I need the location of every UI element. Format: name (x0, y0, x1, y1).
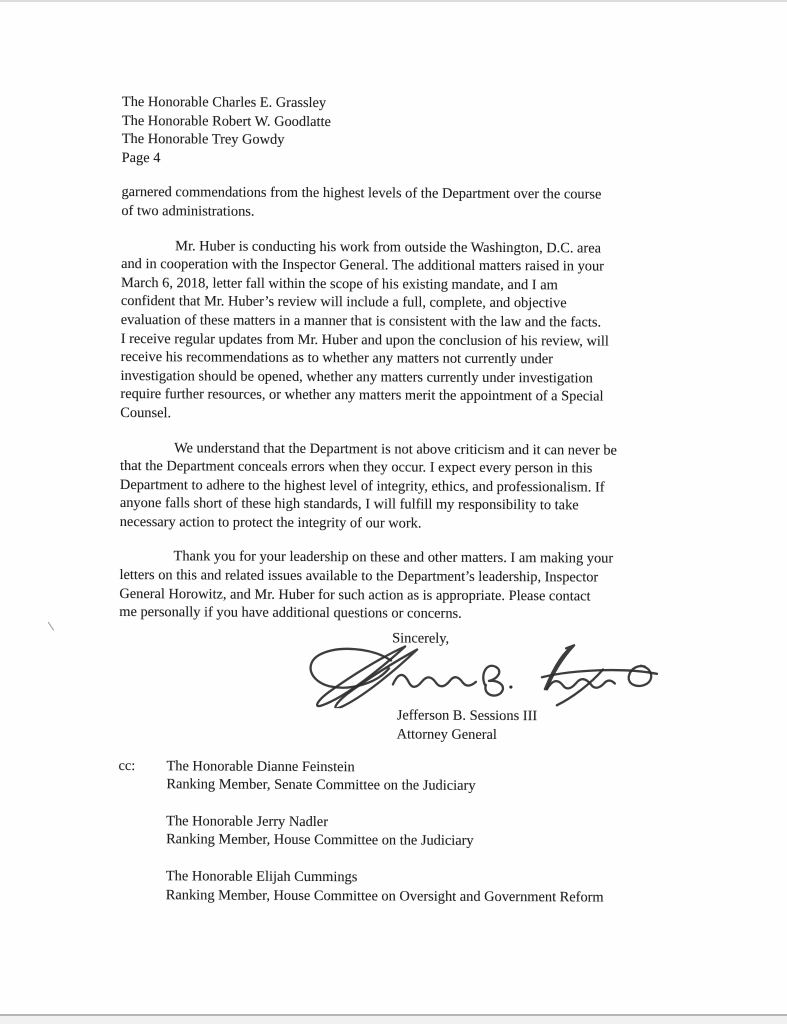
cc-entry-name: The Honorable Elijah Cummings (165, 868, 358, 886)
cc-label: cc: (118, 757, 136, 774)
cc-entry-name: The Honorable Dianne Feinstein (166, 757, 355, 775)
cc-entry-title: Ranking Member, Senate Committee on the Judiciary (166, 776, 476, 795)
cc-entry-title: Ranking Member, House Committee on Oversight and Government Reform (165, 886, 604, 906)
cc-entry (166, 867, 604, 906)
closing-salutation: Sincerely, (392, 630, 450, 647)
signer-name: Jefferson B. Sessions III (396, 707, 538, 725)
scan-edge-bottom-fill (0, 1016, 787, 1024)
cc-entry (166, 757, 604, 796)
cc-entry (166, 812, 604, 851)
signer-title: Attorney General (396, 726, 497, 744)
cc-section (118, 757, 699, 908)
signer-block (119, 705, 699, 745)
body-paragraph: Mr. Huber is conducting his work from outside the Washington, D.C. area and in cooperation with the Inspector General. The additional matters raised in your March 6, 2018, letter fall within the scope of his existing mandate, and I am confident that Mr. Huber’s review will include a full, complete, and objective evaluation of these matters in a manner that is consistent with the law and the facts. I receive regular updates from Mr. Huber and upon the conclusion of his review, will receive his recommendations as to whether any matters not currently under investigation should be opened, whether any matters currently under investigation require further resources, or whether any matters merit the appointment of a Special Counsel. (120, 237, 609, 422)
signature-handwriting (305, 642, 660, 710)
body-paragraph: We understand that the Department is not above criticism and it can never be that the Department conceals errors when they occur. I expect every person in this Department to adhere to the highest level of integrity, ethics, and professionalism. If anyone falls short of these high standards, I will fulfill my responsibility to take necessary action to protect the integrity of our work. (119, 439, 617, 532)
body-paragraph: garnered commendations from the highest levels of the Department over the course of two administrations. (121, 184, 602, 220)
cc-entry-name: The Honorable Jerry Nadler (166, 813, 329, 830)
cc-entries (166, 757, 605, 907)
letter-content (118, 93, 702, 907)
scan-edge-top (0, 0, 787, 2)
recipient-list: The Honorable Charles E. Grassley The Honorable Robert W. Goodlatte The Honorable Trey Gowdy (121, 93, 331, 149)
cc-entry-title: Ranking Member, House Committee on the Judiciary (166, 831, 474, 850)
scan-artifact-tick (47, 621, 56, 633)
body-paragraph: Thank you for your leadership on these and other matters. I am making your letters on this and related issues available to the Department’s leadership, Inspector General Horowitz, and Mr. Huber for such action as is appropriate. Please contact me personally if you have additional questions or concerns. (119, 548, 614, 623)
page-number: Page 4 (121, 149, 161, 166)
